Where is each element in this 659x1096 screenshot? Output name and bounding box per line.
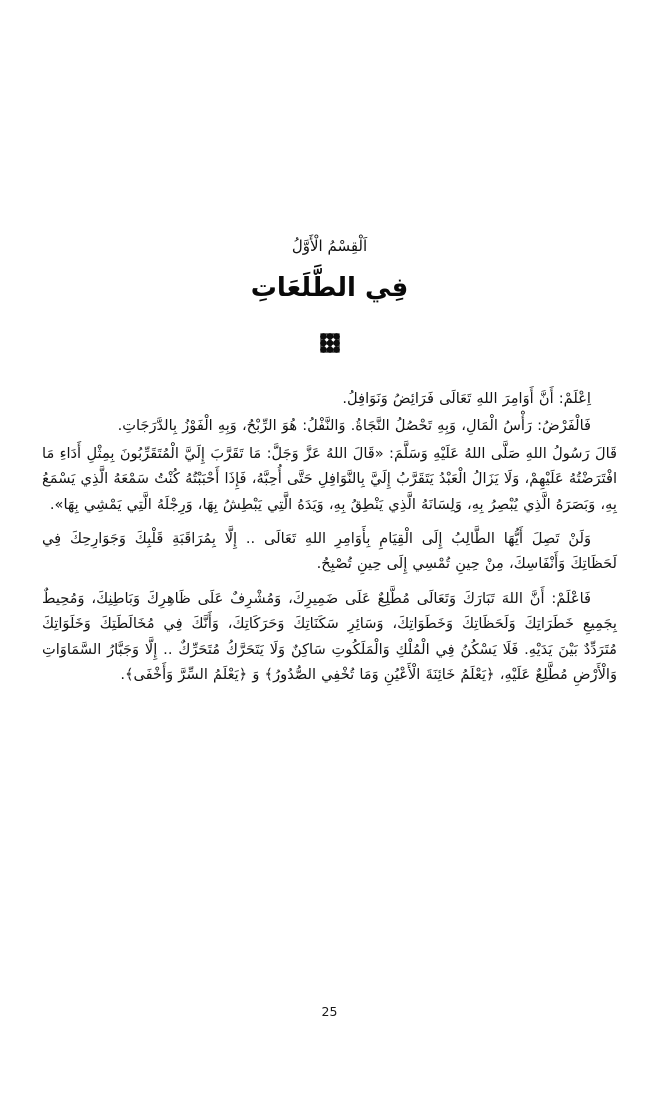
chapter-heading: [0, 236, 659, 306]
ornament-divider: [0, 330, 659, 356]
paragraph-fard-nafl: فَالْفَرْضُ: رَأْسُ الْمَالِ، وَبِهِ تَحْصُلُ النَّجَاةُ. وَالنَّفْلُ: هُوَ الرِّبْحُ، وَبِهِ الْفَوْزُ بِالدَّرَجَاتِ.: [117, 417, 591, 435]
page-number: 25: [321, 1004, 338, 1019]
paragraph-spacer: [42, 579, 617, 586]
floral-ornament-icon: [317, 330, 343, 356]
paragraph-hadith-qudsi: قَالَ رَسُولُ اللهِ صَلَّى اللهُ عَلَيْهِ وَسَلَّمَ: «قَالَ اللهُ عَزَّ وَجَلَّ: مَا تَقَرَّبَ إِلَيَّ الْمُتَقَرِّبُونَ بِمِثْلِ أَدَاءِ مَا افْتَرَضْتُهُ عَلَيْهِمْ، وَلَا يَزَالُ الْعَبْدُ يَتَقَرَّبُ إِلَيَّ بِالنَّوَافِلِ حَتَّى أُحِبَّهُ، فَإِذَا أَحْبَبْتُهُ كُنْتُ سَمْعَهُ الَّذِي يَسْمَعُ بِهِ، وَبَصَرَهُ الَّذِي يُبْصِرُ بِهِ، وَلِسَانَهُ الَّذِي يَنْطِقُ بِهِ، وَيَدَهُ الَّتِي يَبْطِشُ بِهَا، وَرِجْلَهُ الَّتِي يَمْشِي بِهَا».: [42, 444, 617, 513]
section-label: اَلْقِسْمُ الْأَوَّلُ: [291, 237, 368, 255]
paragraph-spacer: [42, 519, 617, 526]
body-content: [42, 386, 617, 689]
paragraph-intro: اِعْلَمْ: أَنَّ أَوَامِرَ اللهِ تَعَالَى فَرَائِضُ وَنَوَافِلُ.: [342, 390, 591, 407]
paragraph-divine-awareness: فَاعْلَمْ: أَنَّ اللهَ تَبَارَكَ وَتَعَالَى مُطَّلِعٌ عَلَى ضَمِيرِكَ، وَمُشْرِفٌ عَلَى ظَاهِرِكَ وَبَاطِنِكَ، وَمُحِيطٌ بِجَمِيعِ خَطَرَاتِكَ وَلَحَظَاتِكَ وَخَطَوَاتِكَ، وَسَائِرِ سَكَنَاتِكَ وَحَرَكَاتِكَ، وَأَنَّكَ فِي مُخَالَطَتِكَ وَخَلَوَاتِكَ مُتَرَدِّدٌ بَيْنَ يَدَيْهِ. فَلَا يَسْكُنُ فِي الْمُلْكِ وَالْمَلَكُوتِ سَاكِنٌ وَلَا يَتَحَرَّكُ مُتَحَرِّكٌ .. إِلَّا وَجَبَّارُ السَّمَاوَاتِ وَالْأَرْضِ مُطَّلِعٌ عَلَيْهِ، ﴿يَعْلَمُ خَائِنَةَ الْأَعْيُنِ وَمَا تُخْفِي الصُّدُورُ﴾ وَ ﴿يَعْلَمُ السِّرَّ وَأَخْفَى﴾.: [42, 589, 617, 684]
page-title: فِي الطَّلَعَاتِ: [250, 273, 409, 304]
paragraph-muraqaba: وَلَنْ تَصِلَ أَيُّهَا الطَّالِبُ إِلَى الْقِيَامِ بِأَوَامِرِ اللهِ تَعَالَى .. إِلَّا بِمُرَاقَبَةِ قَلْبِكَ وَجَوَارِحِكَ فِي لَحَظَاتِكَ وَأَنْفَاسِكَ، مِنْ حِينِ تُمْسِي إِلَى حِينِ تُصْبِحُ.: [42, 530, 617, 573]
